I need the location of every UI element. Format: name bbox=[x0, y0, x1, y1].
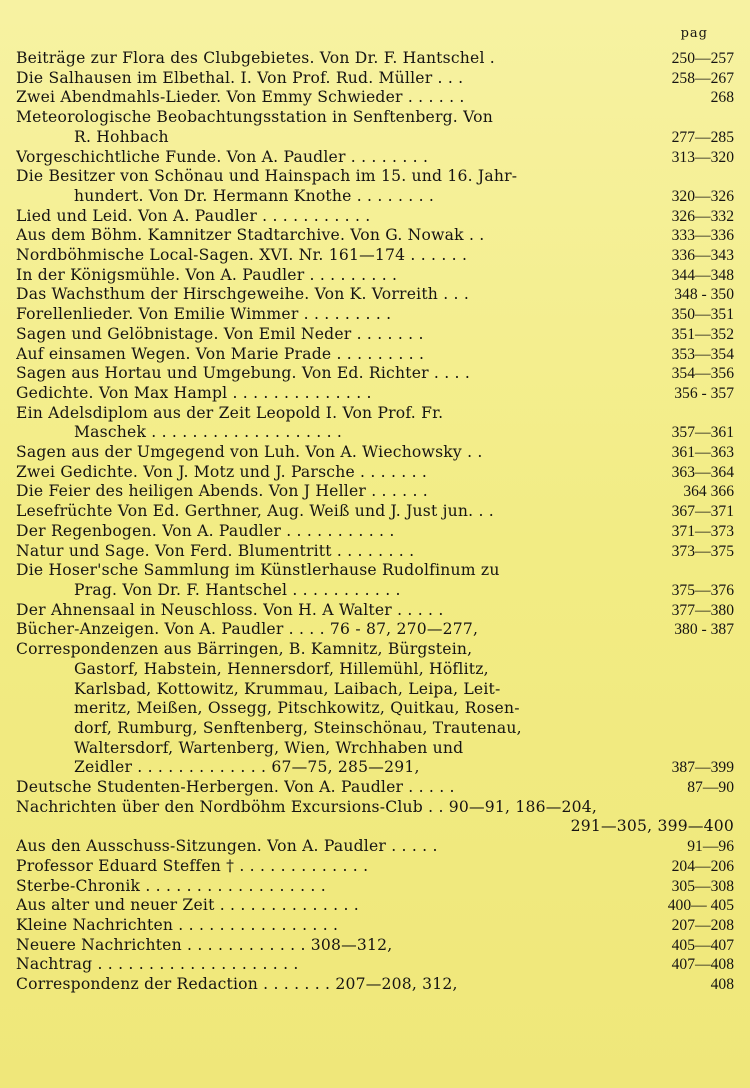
toc-entry-line bbox=[16, 660, 734, 680]
toc-entry-text: Correspondenz der Redaction . . . . . . . 207—208, 312, bbox=[16, 975, 458, 994]
toc-entry-line bbox=[16, 542, 734, 562]
toc-entry bbox=[16, 778, 734, 798]
toc-entry-pages: 350—351 bbox=[671, 306, 734, 324]
toc-entry bbox=[16, 837, 734, 857]
toc-entry bbox=[16, 640, 734, 778]
toc-entry-text: Kleine Nachrichten . . . . . . . . . . . . . . . . bbox=[16, 915, 339, 934]
toc-entry-line bbox=[16, 482, 734, 502]
toc-entry bbox=[16, 226, 734, 246]
toc-entry-line bbox=[16, 69, 734, 89]
toc-entry-text: Neuere Nachrichten . . . . . . . . . . . . 308—312, bbox=[16, 935, 393, 954]
toc-entry-line bbox=[16, 404, 734, 424]
toc-entry-line bbox=[16, 108, 734, 128]
toc-entry-text: R. Hohbach bbox=[74, 127, 169, 146]
toc-entry-text: Aus alter und neuer Zeit . . . . . . . . . . . . . . bbox=[16, 896, 359, 915]
toc-entry-line bbox=[16, 384, 734, 404]
toc-entry-pages: 371—373 bbox=[671, 522, 734, 540]
toc-entry-line bbox=[16, 364, 734, 384]
toc-entry-text: Nachtrag . . . . . . . . . . . . . . . . . . . . bbox=[16, 955, 299, 974]
toc-entry-text: Sagen aus der Umgegend von Luh. Von A. Wiechowsky . . bbox=[16, 443, 483, 462]
toc-entry-line bbox=[16, 167, 734, 187]
toc-entry-line bbox=[16, 699, 734, 719]
toc-entry-line bbox=[16, 798, 734, 818]
toc-entry-line bbox=[16, 561, 734, 581]
toc-entry-text: Prag. Von Dr. F. Hantschel . . . . . . . . . . . bbox=[74, 580, 401, 599]
toc-entry-text: Ein Adelsdiplom aus der Zeit Leopold I. Von Prof. Fr. bbox=[16, 403, 444, 422]
toc-entry bbox=[16, 443, 734, 463]
toc-entry-pages: 204—206 bbox=[671, 857, 734, 875]
toc-entry bbox=[16, 364, 734, 384]
toc-entry-text: Aus dem Böhm. Kamnitzer Stadtarchive. Von G. Nowak . . bbox=[16, 226, 485, 245]
toc-entry-line bbox=[16, 581, 734, 601]
toc-entry-line bbox=[16, 285, 734, 305]
toc-entry bbox=[16, 916, 734, 936]
toc-entry-line bbox=[16, 916, 734, 936]
toc-entry-text: Waltersdorf, Wartenberg, Wien, Wrchhaben und bbox=[74, 738, 464, 757]
toc-entry-text: Sagen und Gelöbnistage. Von Emil Neder . . . . . . . bbox=[16, 324, 424, 343]
table-of-contents bbox=[16, 49, 734, 995]
toc-entry-text: Die Hoser'sche Sammlung im Künstlerhause Rudolfinum zu bbox=[16, 561, 500, 580]
toc-entry-line bbox=[16, 640, 734, 660]
toc-entry-line bbox=[16, 936, 734, 956]
toc-entry-line bbox=[16, 877, 734, 897]
toc-entry-pages: 258—267 bbox=[671, 69, 734, 87]
toc-entry-text: Gastorf, Habstein, Hennersdorf, Hillemühl, Höflitz, bbox=[74, 659, 489, 678]
toc-entry-text: Lied und Leid. Von A. Paudler . . . . . . . . . . . bbox=[16, 206, 371, 225]
toc-entry bbox=[16, 896, 734, 916]
toc-entry-pages: 363—364 bbox=[671, 463, 734, 481]
toc-entry-text: Meteorologische Beobachtungsstation in Senftenberg. Von bbox=[16, 108, 493, 127]
toc-entry bbox=[16, 246, 734, 266]
toc-entry-pages: 353—354 bbox=[671, 345, 734, 363]
toc-entry-text: Lesefrüchte Von Ed. Gerthner, Aug. Weiß und J. Just jun. . . bbox=[16, 502, 494, 521]
toc-entry-line bbox=[16, 680, 734, 700]
toc-entry-text: 291—305, 399—400 bbox=[570, 817, 734, 836]
toc-entry-line bbox=[16, 423, 734, 443]
toc-entry-text: Professor Eduard Steffen † . . . . . . . . . . . . . bbox=[16, 856, 369, 875]
toc-entry-line bbox=[16, 601, 734, 621]
toc-entry-line bbox=[16, 955, 734, 975]
toc-entry-text: Deutsche Studenten-Herbergen. Von A. Paudler . . . . . bbox=[16, 778, 455, 797]
toc-entry bbox=[16, 69, 734, 89]
toc-entry-pages: 344—348 bbox=[671, 266, 734, 284]
toc-entry-line bbox=[16, 128, 734, 148]
toc-entry-pages: 357—361 bbox=[671, 424, 734, 442]
toc-entry-pages: 207—208 bbox=[671, 916, 734, 934]
toc-entry-pages: 377—380 bbox=[671, 601, 734, 619]
toc-entry-line bbox=[16, 975, 734, 995]
toc-entry-line bbox=[16, 719, 734, 739]
toc-entry-pages: 361—363 bbox=[671, 444, 734, 462]
toc-entry-text: dorf, Rumburg, Senftenberg, Steinschönau, Trautenau, bbox=[74, 718, 522, 737]
toc-entry-pages: 375—376 bbox=[671, 581, 734, 599]
toc-entry-text: Gedichte. Von Max Hampl . . . . . . . . . . . . . . bbox=[16, 383, 372, 402]
toc-entry-text: In der Königsmühle. Von A. Paudler . . . . . . . . . bbox=[16, 265, 398, 284]
toc-entry-line bbox=[16, 345, 734, 365]
toc-entry bbox=[16, 975, 734, 995]
toc-entry-pages: 407—408 bbox=[671, 956, 734, 974]
toc-entry-line bbox=[16, 266, 734, 286]
toc-entry-line bbox=[16, 502, 734, 522]
toc-entry bbox=[16, 463, 734, 483]
toc-entry-pages: 351—352 bbox=[671, 325, 734, 343]
toc-entry-text: Aus den Ausschuss-Sitzungen. Von A. Paudler . . . . . bbox=[16, 837, 438, 856]
toc-entry bbox=[16, 384, 734, 404]
toc-entry-text: Sagen aus Hortau und Umgebung. Von Ed. Richter . . . . bbox=[16, 364, 471, 383]
toc-entry bbox=[16, 502, 734, 522]
toc-entry-pages: 326—332 bbox=[671, 207, 734, 225]
toc-entry-line bbox=[16, 187, 734, 207]
toc-entry-text: Der Ahnensaal in Neuschloss. Von H. A Walter . . . . . bbox=[16, 600, 444, 619]
toc-entry-text: Natur und Sage. Von Ferd. Blumentritt . . . . . . . . bbox=[16, 541, 415, 560]
toc-entry bbox=[16, 325, 734, 345]
toc-entry-pages: 364 366 bbox=[683, 483, 734, 501]
toc-entry-text: meritz, Meißen, Ossegg, Pitschkowitz, Quitkau, Rosen- bbox=[74, 699, 520, 718]
toc-entry-line bbox=[16, 778, 734, 798]
toc-entry-line bbox=[16, 463, 734, 483]
toc-entry-pages: 305—308 bbox=[671, 877, 734, 895]
toc-entry-pages: 387—399 bbox=[671, 759, 734, 777]
toc-entry-text: hundert. Von Dr. Hermann Knothe . . . . . . . . bbox=[74, 186, 435, 205]
toc-entry-line bbox=[16, 739, 734, 759]
toc-entry bbox=[16, 482, 734, 502]
toc-entry bbox=[16, 936, 734, 956]
toc-entry-line bbox=[16, 837, 734, 857]
toc-entry-text: Der Regenbogen. Von A. Paudler . . . . . . . . . . . bbox=[16, 521, 395, 540]
toc-entry-pages: 336—343 bbox=[671, 247, 734, 265]
toc-entry-line bbox=[16, 857, 734, 877]
toc-entry-text: Die Salhausen im Elbethal. I. Von Prof. Rud. Müller . . . bbox=[16, 68, 464, 87]
toc-entry-text: Nordböhmische Local-Sagen. XVI. Nr. 161—174 . . . . . . bbox=[16, 246, 468, 265]
toc-entry-text: Zeidler . . . . . . . . . . . . . 67—75, 285—291, bbox=[74, 758, 420, 777]
toc-entry-line bbox=[16, 226, 734, 246]
toc-entry bbox=[16, 561, 734, 600]
toc-entry-line bbox=[16, 443, 734, 463]
toc-entry-pages: 356 - 357 bbox=[674, 384, 734, 402]
toc-entry-pages: 348 - 350 bbox=[674, 286, 734, 304]
toc-entry-pages: 380 - 387 bbox=[674, 621, 734, 639]
toc-entry-text: Maschek . . . . . . . . . . . . . . . . . . . bbox=[74, 423, 343, 442]
page-column-header: pag bbox=[680, 26, 708, 41]
toc-entry-text: Correspondenzen aus Bärringen, B. Kamnitz, Bürgstein, bbox=[16, 640, 473, 659]
toc-entry bbox=[16, 167, 734, 206]
toc-entry bbox=[16, 857, 734, 877]
toc-entry bbox=[16, 798, 734, 837]
toc-entry bbox=[16, 305, 734, 325]
toc-entry bbox=[16, 542, 734, 562]
toc-entry-pages: 277—285 bbox=[671, 128, 734, 146]
toc-entry-line bbox=[16, 305, 734, 325]
toc-entry-pages: 250—257 bbox=[671, 50, 734, 67]
toc-entry bbox=[16, 404, 734, 443]
toc-entry-pages: 373—375 bbox=[671, 542, 734, 560]
toc-entry-text: Forellenlieder. Von Emilie Wimmer . . . . . . . . . bbox=[16, 305, 392, 324]
toc-entry-pages: 268 bbox=[710, 89, 734, 107]
toc-entry-text: Nachrichten über den Nordböhm Excursions-Club . . 90—91, 186—204, bbox=[16, 797, 598, 816]
toc-entry bbox=[16, 285, 734, 305]
toc-entry-pages: 333—336 bbox=[671, 227, 734, 245]
toc-entry bbox=[16, 877, 734, 897]
toc-entry bbox=[16, 266, 734, 286]
toc-entry-line bbox=[16, 246, 734, 266]
toc-entry-text: Karlsbad, Kottowitz, Krummau, Laibach, Leipa, Leit- bbox=[74, 679, 501, 698]
toc-entry-line bbox=[16, 817, 734, 837]
toc-entry-line bbox=[16, 325, 734, 345]
toc-entry-pages: 91—96 bbox=[687, 838, 734, 856]
toc-entry-text: Die Besitzer von Schönau und Hainspach im 15. und 16. Jahr- bbox=[16, 167, 518, 186]
toc-entry bbox=[16, 108, 734, 147]
toc-entry-line bbox=[16, 88, 734, 108]
toc-entry-line bbox=[16, 522, 734, 542]
toc-entry-text: Bücher-Anzeigen. Von A. Paudler . . . . 76 - 87, 270—277, bbox=[16, 620, 479, 639]
toc-entry-line bbox=[16, 148, 734, 168]
toc-entry-pages: 367—371 bbox=[671, 503, 734, 521]
toc-entry-pages: 313—320 bbox=[671, 148, 734, 166]
toc-entry-text: Beiträge zur Flora des Clubgebietes. Von Dr. F. Hantschel . bbox=[16, 49, 495, 67]
toc-entry-line bbox=[16, 896, 734, 916]
toc-entry-pages: 400— 405 bbox=[667, 897, 734, 915]
toc-entry-text: Das Wachsthum der Hirschgeweihe. Von K. Vorreith . . . bbox=[16, 285, 469, 304]
toc-entry-text: Auf einsamen Wegen. Von Marie Prade . . . . . . . . . bbox=[16, 344, 425, 363]
toc-entry bbox=[16, 620, 734, 640]
toc-entry-line bbox=[16, 620, 734, 640]
toc-entry bbox=[16, 49, 734, 69]
toc-entry bbox=[16, 955, 734, 975]
toc-entry-pages: 87—90 bbox=[687, 779, 734, 797]
toc-entry-pages: 408 bbox=[710, 976, 734, 994]
toc-entry-line bbox=[16, 49, 734, 69]
toc-entry-pages: 354—356 bbox=[671, 365, 734, 383]
toc-entry-line bbox=[16, 207, 734, 227]
toc-entry-pages: 320—326 bbox=[671, 187, 734, 205]
toc-entry-text: Zwei Gedichte. Von J. Motz und J. Parsche . . . . . . . bbox=[16, 462, 428, 481]
toc-entry-text: Vorgeschichtliche Funde. Von A. Paudler . . . . . . . . bbox=[16, 147, 429, 166]
toc-entry-pages: 405—407 bbox=[671, 936, 734, 954]
toc-entry-line bbox=[16, 758, 734, 778]
toc-entry-text: Die Feier des heiligen Abends. Von J Heller . . . . . . bbox=[16, 482, 428, 501]
toc-entry-text: Zwei Abendmahls-Lieder. Von Emmy Schwieder . . . . . . bbox=[16, 88, 465, 107]
toc-entry bbox=[16, 207, 734, 227]
toc-entry bbox=[16, 522, 734, 542]
toc-entry bbox=[16, 345, 734, 365]
toc-entry bbox=[16, 88, 734, 108]
toc-entry bbox=[16, 148, 734, 168]
toc-entry-text: Sterbe-Chronik . . . . . . . . . . . . . . . . . . bbox=[16, 876, 326, 895]
toc-entry bbox=[16, 601, 734, 621]
